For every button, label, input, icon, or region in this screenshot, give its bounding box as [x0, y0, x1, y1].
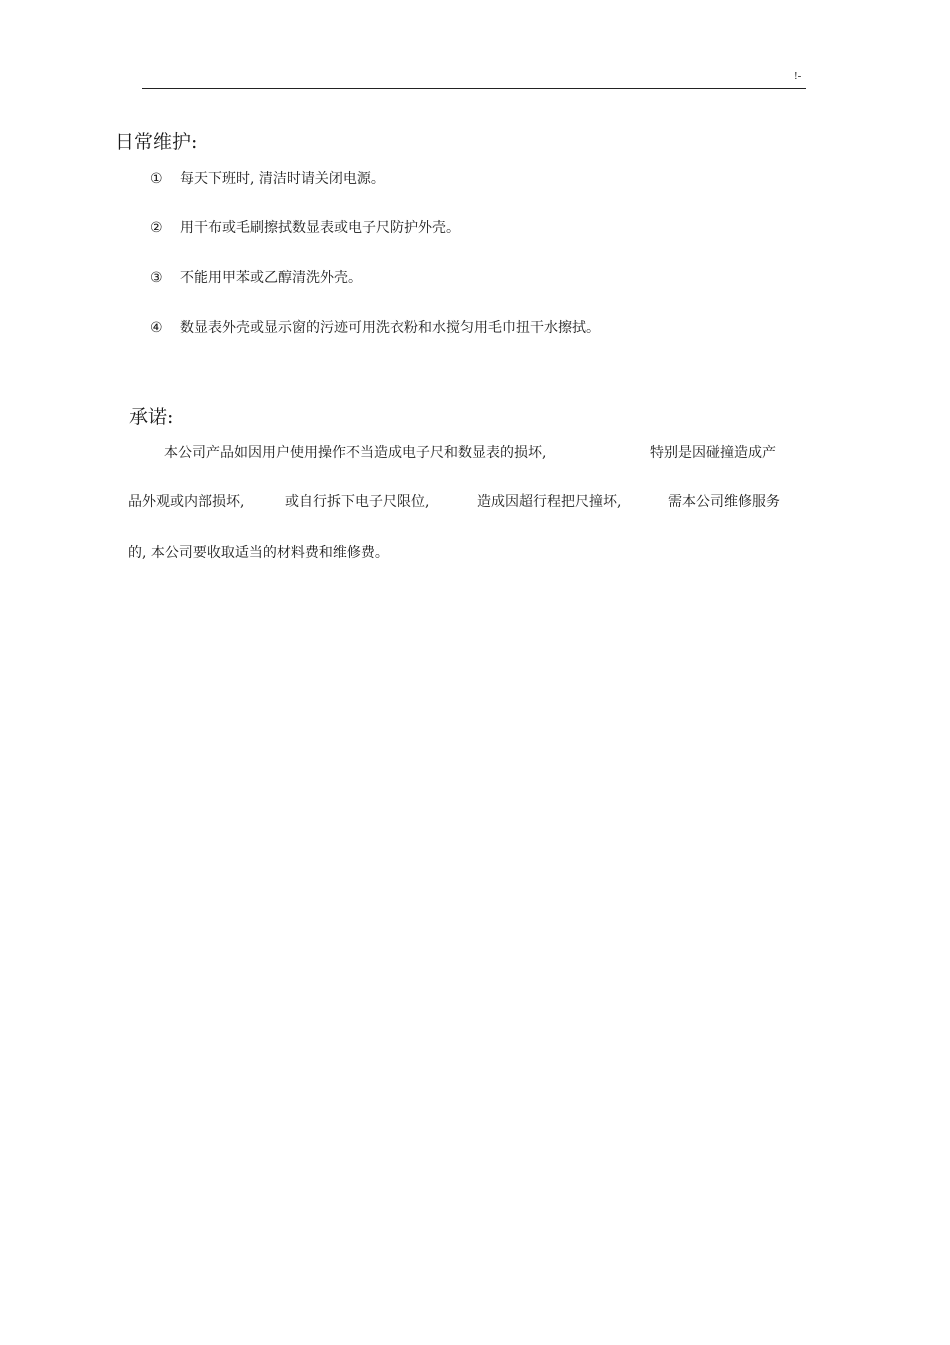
- promise-text-segment: 本公司产品如因用户使用操作不当造成电子尺和数显表的损坏,: [164, 445, 547, 461]
- step-text: 不能用甲苯或乙醇清洗外壳。: [180, 270, 362, 286]
- promise-paragraph-line-1: [0, 446, 950, 466]
- maintenance-step-3: [150, 271, 362, 285]
- page-marker: !-: [794, 70, 802, 82]
- step-number: ①: [150, 171, 163, 187]
- promise-paragraph-line-3: 的, 本公司要收取适当的材料费和维修费。: [128, 545, 389, 561]
- step-number: ③: [150, 270, 163, 286]
- promise-heading: 承诺:: [129, 406, 174, 428]
- maintenance-step-4: [150, 321, 600, 335]
- promise-text-segment: 或自行拆下电子尺限位,: [285, 494, 430, 510]
- step-text: 每天下班时, 清洁时请关闭电源。: [180, 171, 385, 187]
- step-number: ②: [150, 220, 163, 236]
- promise-text-segment: 特别是因碰撞造成产: [650, 445, 776, 461]
- maintenance-heading: 日常维护:: [115, 131, 198, 153]
- promise-paragraph-line-2: [0, 495, 950, 515]
- step-text: 用干布或毛刷擦拭数显表或电子尺防护外壳。: [180, 220, 460, 236]
- promise-text-segment: 造成因超行程把尺撞坏,: [477, 494, 622, 510]
- step-text: 数显表外壳或显示窗的污迹可用洗衣粉和水搅匀用毛巾扭干水擦拭。: [180, 320, 600, 336]
- promise-text-segment: 品外观或内部损坏,: [128, 494, 245, 510]
- step-number: ④: [150, 320, 163, 336]
- maintenance-step-2: [150, 221, 460, 235]
- maintenance-step-1: [150, 172, 385, 186]
- header-rule: [142, 88, 806, 89]
- promise-text-segment: 需本公司维修服务: [668, 494, 780, 510]
